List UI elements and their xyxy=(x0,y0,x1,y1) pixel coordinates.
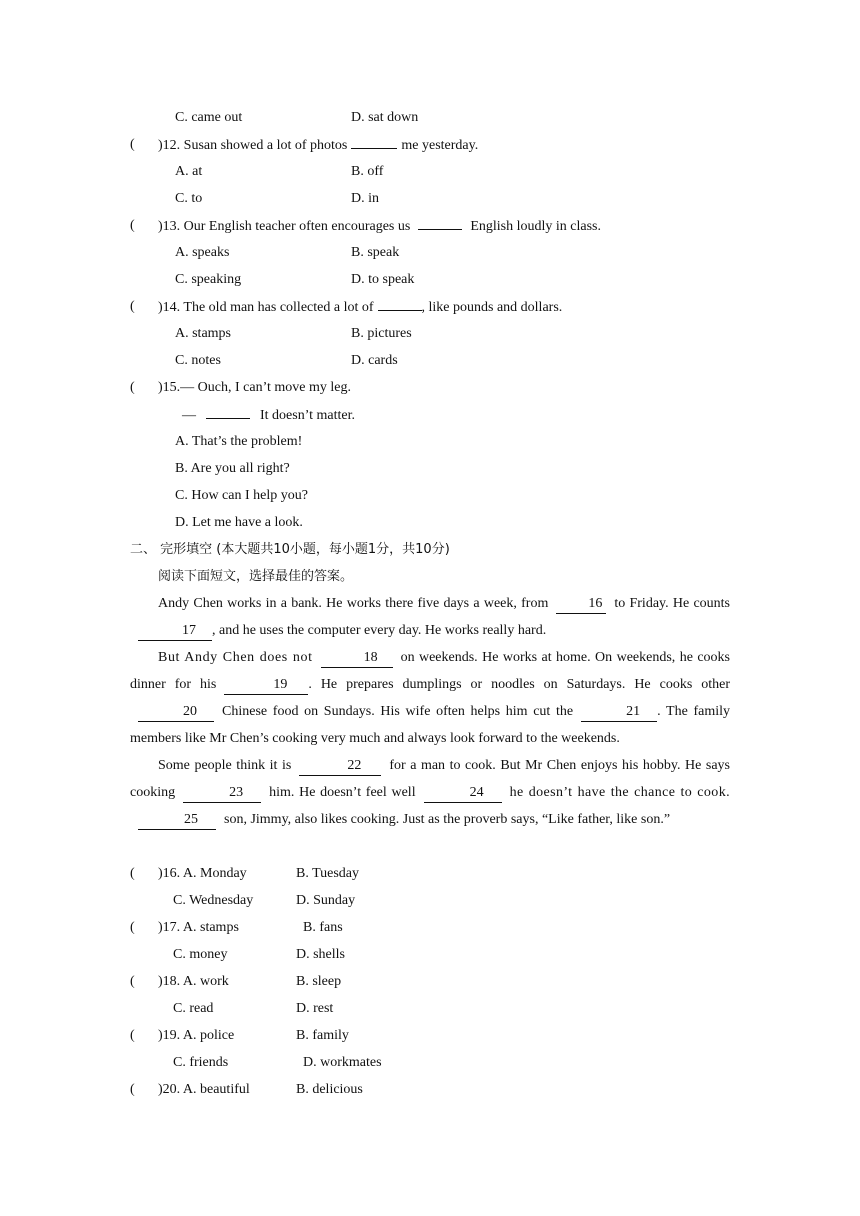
blank-18: 18 xyxy=(321,650,393,668)
passage-text: But Andy Chen does not xyxy=(158,650,313,665)
section-heading: 二、 完形填空 (本大题共10小题，每小题1分，共10分) xyxy=(130,542,450,557)
q16-option-a: )16. A. Monday xyxy=(158,866,247,881)
q13-options-cd xyxy=(0,266,860,293)
q12-question-end: me yesterday. xyxy=(401,138,479,153)
passage-paragraph-2 xyxy=(130,644,730,752)
q14-option-c: C. notes xyxy=(175,353,221,368)
q15-option-b-line xyxy=(0,455,860,482)
blank-20: 20 xyxy=(138,704,214,722)
q17-option-c: C. money xyxy=(173,947,228,962)
passage-paragraph-2-wrap xyxy=(0,644,860,752)
q15-reply xyxy=(0,401,860,428)
q16-stem xyxy=(0,860,860,887)
q12-blank xyxy=(351,131,397,149)
q15-reply-text xyxy=(182,401,355,429)
passage-paragraph-1 xyxy=(130,590,730,644)
blank-24: 24 xyxy=(424,785,502,803)
q19-option-d: D. workmates xyxy=(303,1055,382,1070)
passage-paragraph-3 xyxy=(130,752,730,833)
answer-paren: ( xyxy=(130,1082,135,1097)
passage-text: Some people think it is xyxy=(158,758,292,773)
q14-options-cd xyxy=(0,347,860,374)
q13-option-b: B. speak xyxy=(351,245,400,260)
q12-option-b: B. off xyxy=(351,164,384,179)
q19-option-a: )19. A. police xyxy=(158,1028,235,1043)
blank-21: 21 xyxy=(581,704,657,722)
blank-16: 16 xyxy=(556,596,606,614)
dash-mark: — xyxy=(182,408,196,423)
q20-option-a: )20. A. beautiful xyxy=(158,1082,250,1097)
passage-text: to Friday. He counts xyxy=(614,596,730,611)
q19-option-c: C. friends xyxy=(173,1055,229,1070)
q18-options-cd xyxy=(0,995,860,1022)
q13-blank xyxy=(418,212,462,230)
q18-option-c: C. read xyxy=(173,1001,214,1016)
q15-question: )15.— Ouch, I can’t move my leg. xyxy=(158,380,351,395)
q12-text xyxy=(158,131,478,159)
q14-option-b: B. pictures xyxy=(351,326,412,341)
q19-stem xyxy=(0,1022,860,1049)
passage-text: . He prepares dumplings or noodles on Saturdays. He cooks other xyxy=(308,677,730,692)
passage-text: Chinese food on Sundays. His wife often helps him cut the xyxy=(222,704,574,719)
blank-22: 22 xyxy=(299,758,381,776)
q13-option-a: A. speaks xyxy=(175,245,230,260)
blank-23: 23 xyxy=(183,785,261,803)
q16-option-b: B. Tuesday xyxy=(296,866,360,881)
q17-stem xyxy=(0,914,860,941)
q11-options-cd xyxy=(0,104,860,131)
q12-stem xyxy=(0,131,860,158)
q12-question: )12. Susan showed a lot of photos xyxy=(158,138,348,153)
passage-text: son, Jimmy, also likes cooking. Just as the proverb says, “Like father, like son.” xyxy=(224,812,671,827)
q15-option-c: C. How can I help you? xyxy=(175,488,308,503)
passage-text: for a man to cook. But Mr Chen enjoys his hobby. He says cooking xyxy=(130,758,730,800)
blank-25: 25 xyxy=(138,812,216,830)
answer-paren: ( xyxy=(130,218,135,233)
q12-option-c: C. to xyxy=(175,191,203,206)
q15-blank xyxy=(206,401,250,419)
q14-text xyxy=(158,293,562,321)
q18-option-d: D. rest xyxy=(296,1001,334,1016)
q16-option-c: C. Wednesday xyxy=(173,893,254,908)
q19-options-cd xyxy=(0,1049,860,1076)
q20-option-b: B. delicious xyxy=(296,1082,363,1097)
q15-option-a-line xyxy=(0,428,860,455)
q13-stem xyxy=(0,212,860,239)
exam-page xyxy=(0,104,860,1103)
blank-17: 17 xyxy=(138,623,212,641)
q14-stem xyxy=(0,293,860,320)
q18-option-a: )18. A. work xyxy=(158,974,229,989)
q14-question: )14. The old man has collected a lot of xyxy=(158,300,374,315)
q14-blank xyxy=(378,293,422,311)
q11-option-d: D. sat down xyxy=(351,110,419,125)
q18-stem xyxy=(0,968,860,995)
passage-text: , and he uses the computer every day. He works really hard. xyxy=(212,623,547,638)
q11-option-c: C. came out xyxy=(175,110,243,125)
q15-option-b: B. Are you all right? xyxy=(175,461,290,476)
q12-options-ab xyxy=(0,158,860,185)
instruction-line xyxy=(0,563,860,590)
answer-paren: ( xyxy=(130,920,135,935)
q14-options-ab xyxy=(0,320,860,347)
q16-options-cd xyxy=(0,887,860,914)
section-instruction: 阅读下面短文，选择最佳的答案。 xyxy=(158,569,354,584)
passage-paragraph-1-wrap xyxy=(0,590,860,644)
q14-question-end: , like pounds and dollars. xyxy=(421,300,563,315)
q14-option-d: D. cards xyxy=(351,353,398,368)
q13-option-d: D. to speak xyxy=(351,272,415,287)
q13-question-end: English loudly in class. xyxy=(470,219,601,234)
answer-paren: ( xyxy=(130,137,135,152)
q12-option-d: D. in xyxy=(351,191,379,206)
passage-text: he doesn’t have the chance to cook. xyxy=(509,785,730,800)
q13-options-ab xyxy=(0,239,860,266)
q18-option-b: B. sleep xyxy=(296,974,342,989)
q17-option-a: )17. A. stamps xyxy=(158,920,239,935)
q12-option-a: A. at xyxy=(175,164,203,179)
q15-option-d-line xyxy=(0,509,860,536)
q14-option-a: A. stamps xyxy=(175,326,231,341)
passage-text: Andy Chen works in a bank. He works there five days a week, from xyxy=(158,596,549,611)
q13-text xyxy=(158,212,601,240)
q15-stem xyxy=(0,374,860,401)
passage-text: on weekends. He works at home. On weekends, he cooks dinner for his xyxy=(130,650,730,692)
section-heading-line xyxy=(0,536,860,563)
q17-options-cd xyxy=(0,941,860,968)
passage-text: him. He doesn’t feel well xyxy=(269,785,416,800)
q13-question: )13. Our English teacher often encourages us xyxy=(158,219,411,234)
answer-paren: ( xyxy=(130,380,135,395)
q19-option-b: B. family xyxy=(296,1028,349,1043)
q13-option-c: C. speaking xyxy=(175,272,242,287)
q15-option-d: D. Let me have a look. xyxy=(175,515,303,530)
q20-stem xyxy=(0,1076,860,1103)
q12-options-cd xyxy=(0,185,860,212)
q17-option-d: D. shells xyxy=(296,947,345,962)
q15-option-c-line xyxy=(0,482,860,509)
q15-option-a: A. That’s the problem! xyxy=(175,434,303,449)
answer-paren: ( xyxy=(130,866,135,881)
answer-paren: ( xyxy=(130,299,135,314)
answer-paren: ( xyxy=(130,1028,135,1043)
q17-option-b: B. fans xyxy=(303,920,343,935)
answer-paren: ( xyxy=(130,974,135,989)
passage-text: . The family members like Mr Chen’s cooking very much and always look forward to the weekends. xyxy=(130,704,731,746)
blank-19: 19 xyxy=(224,677,308,695)
q15-reply-end: It doesn’t matter. xyxy=(260,408,355,423)
passage-paragraph-3-wrap xyxy=(0,752,860,860)
q16-option-d: D. Sunday xyxy=(296,893,356,908)
